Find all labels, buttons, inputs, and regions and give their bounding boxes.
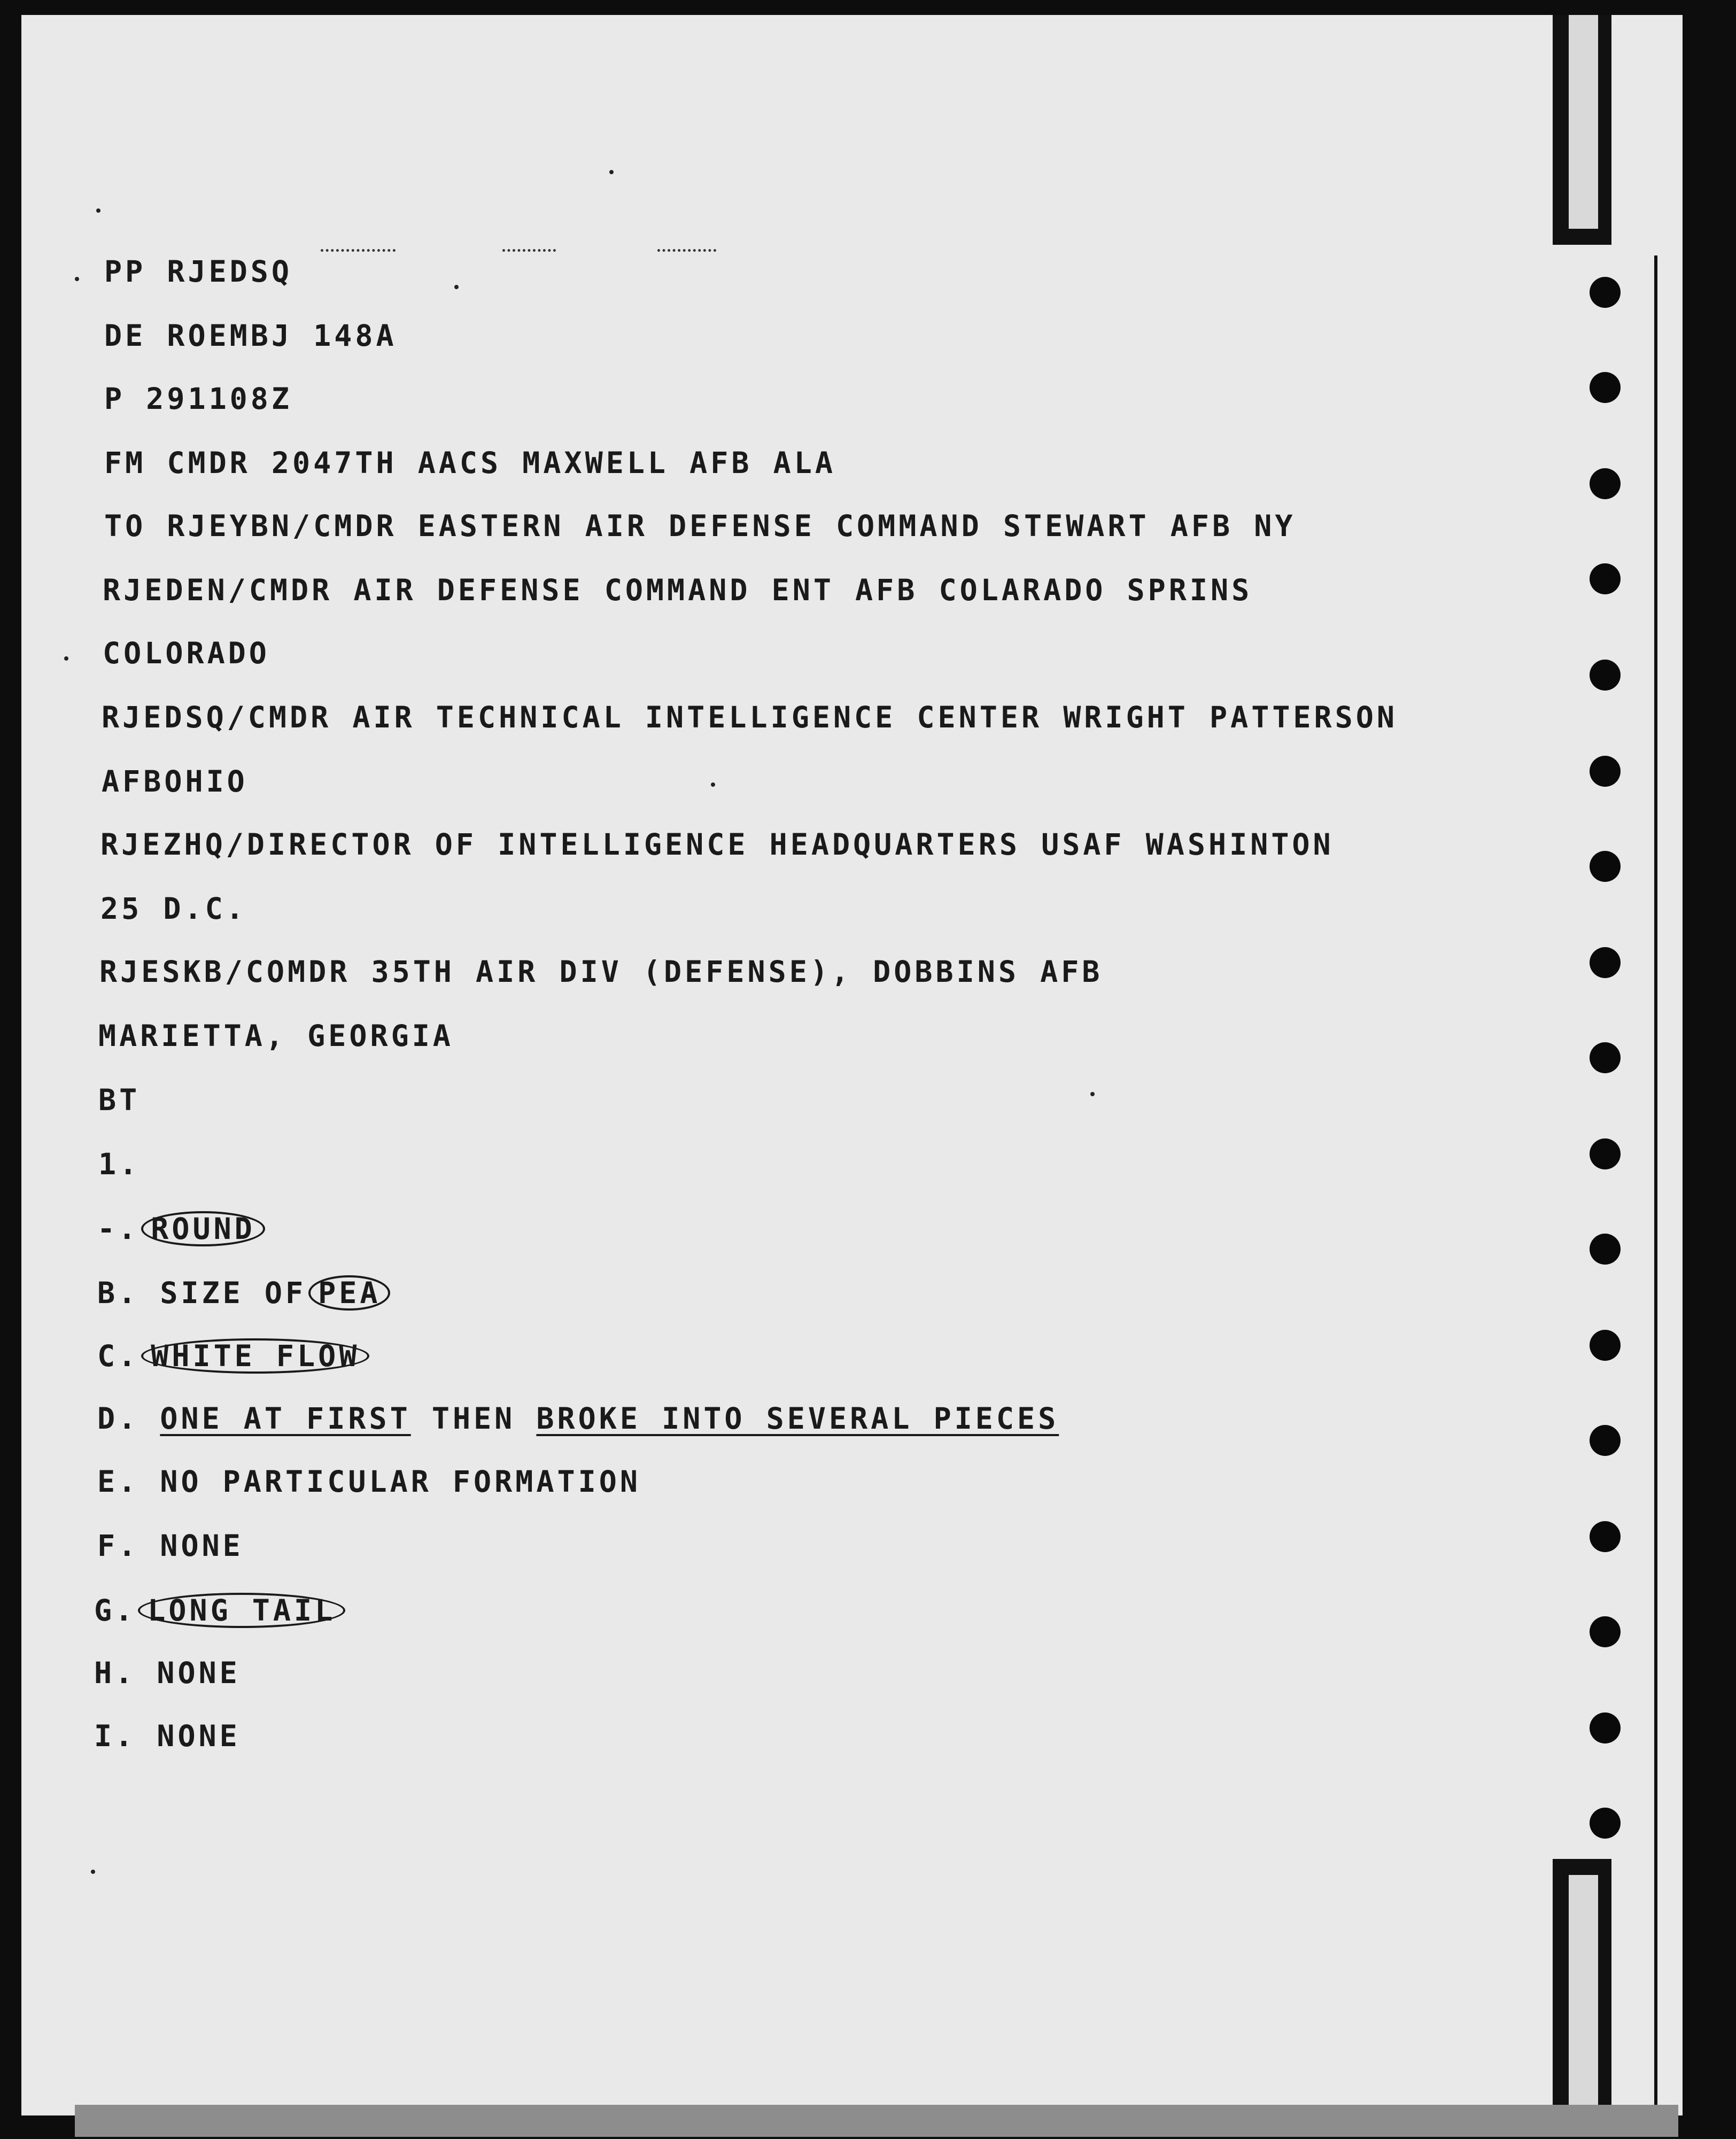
- punch-hole: [1590, 1712, 1621, 1743]
- item-d-part2: THEN: [431, 1401, 516, 1436]
- speck: [454, 285, 459, 289]
- addressee-line: AFBOHIO: [102, 764, 248, 799]
- punch-hole: [1590, 1808, 1621, 1839]
- item-a: [97, 1211, 265, 1246]
- item-b: [97, 1275, 390, 1311]
- speck: [711, 782, 715, 787]
- addressee-line: RJEZHQ/DIRECTOR OF INTELLIGENCE HEADQUARTERS USAF WASHINTON: [100, 827, 1334, 862]
- item-d: [97, 1402, 1059, 1435]
- punch-hole: [1590, 1234, 1621, 1265]
- punch-hole: [1590, 756, 1621, 787]
- item-c-prefix: C.: [97, 1339, 140, 1373]
- from-station-line: DE ROEMBJ 148A: [104, 319, 397, 353]
- speck: [91, 1870, 95, 1874]
- punch-hole: [1590, 1521, 1621, 1552]
- punch-hole: [1590, 660, 1621, 691]
- addressee-line: RJEDEN/CMDR AIR DEFENSE COMMAND ENT AFB COLARADO SPRINS: [103, 573, 1253, 607]
- section-number: 1.: [98, 1147, 141, 1181]
- punch-hole: [1590, 468, 1621, 499]
- punch-hole: [1590, 947, 1621, 978]
- from-line: FM CMDR 2047TH AACS MAXWELL AFB ALA: [104, 446, 836, 480]
- item-g-prefix: G.: [94, 1593, 136, 1627]
- binding-guide-line: [1654, 255, 1657, 2115]
- punch-hole: [1590, 277, 1621, 308]
- teletype-message-sheet: [21, 15, 1736, 2115]
- binding-top-inner: [1569, 15, 1598, 229]
- punch-hole: [1590, 563, 1621, 594]
- speck: [64, 656, 68, 661]
- punch-hole: [1590, 1042, 1621, 1073]
- type-artifact: [321, 249, 396, 254]
- speck: [609, 170, 614, 174]
- speck: [75, 277, 79, 281]
- item-d-underlined-part1: ONE AT FIRST: [160, 1401, 411, 1436]
- item-a-prefix: -.: [97, 1212, 140, 1246]
- precedence-line: PP RJEDSQ: [104, 254, 293, 289]
- addressee-line: 25 D.C.: [100, 892, 247, 926]
- item-d-underlined-part3: BROKE INTO SEVERAL PIECES: [536, 1401, 1059, 1436]
- punch-hole: [1590, 1616, 1621, 1647]
- item-d-prefix: D.: [97, 1401, 140, 1436]
- punch-hole: [1590, 1425, 1621, 1456]
- punch-hole: [1590, 851, 1621, 882]
- addressee-line: RJESKB/COMDR 35TH AIR DIV (DEFENSE), DOBBINS AFB: [99, 955, 1103, 989]
- binding-bottom-inner: [1569, 1875, 1598, 2115]
- item-g-circled-value: LONG TAIL: [138, 1593, 345, 1628]
- punch-hole: [1590, 1330, 1621, 1361]
- item-b-circled-value: PEA: [308, 1275, 390, 1311]
- item-g: [94, 1593, 345, 1628]
- punch-hole: [1590, 1138, 1621, 1169]
- scan-bottom-edge: [75, 2105, 1678, 2137]
- item-f: F. NONE: [97, 1529, 244, 1563]
- addressee-line: COLORADO: [103, 636, 270, 670]
- addressee-line: RJEDSQ/CMDR AIR TECHNICAL INTELLIGENCE CENTER WRIGHT PATTERSON: [102, 700, 1398, 734]
- binding-edge: [1683, 15, 1736, 2115]
- item-e: E. NO PARTICULAR FORMATION: [97, 1464, 641, 1499]
- dtg-line: P 291108Z: [104, 382, 293, 416]
- type-artifact: [657, 249, 716, 254]
- item-c: [97, 1338, 369, 1374]
- speck: [96, 208, 100, 213]
- item-b-prefix: B. SIZE OF: [97, 1276, 307, 1310]
- item-h: H. NONE: [94, 1656, 241, 1690]
- binding-strip: [1553, 15, 1736, 2115]
- punch-hole: [1590, 372, 1621, 403]
- item-a-circled-value: ROUND: [141, 1211, 265, 1246]
- item-i: I. NONE: [94, 1719, 241, 1753]
- item-c-circled-value: WHITE FLOW: [141, 1338, 369, 1374]
- addressee-line: MARIETTA, GEORGIA: [98, 1019, 454, 1053]
- speck: [1090, 1092, 1095, 1096]
- addressee-line: TO RJEYBN/CMDR EASTERN AIR DEFENSE COMMAND STEWART AFB NY: [104, 509, 1296, 543]
- break-line: BT: [98, 1083, 141, 1117]
- type-artifact: [502, 249, 556, 254]
